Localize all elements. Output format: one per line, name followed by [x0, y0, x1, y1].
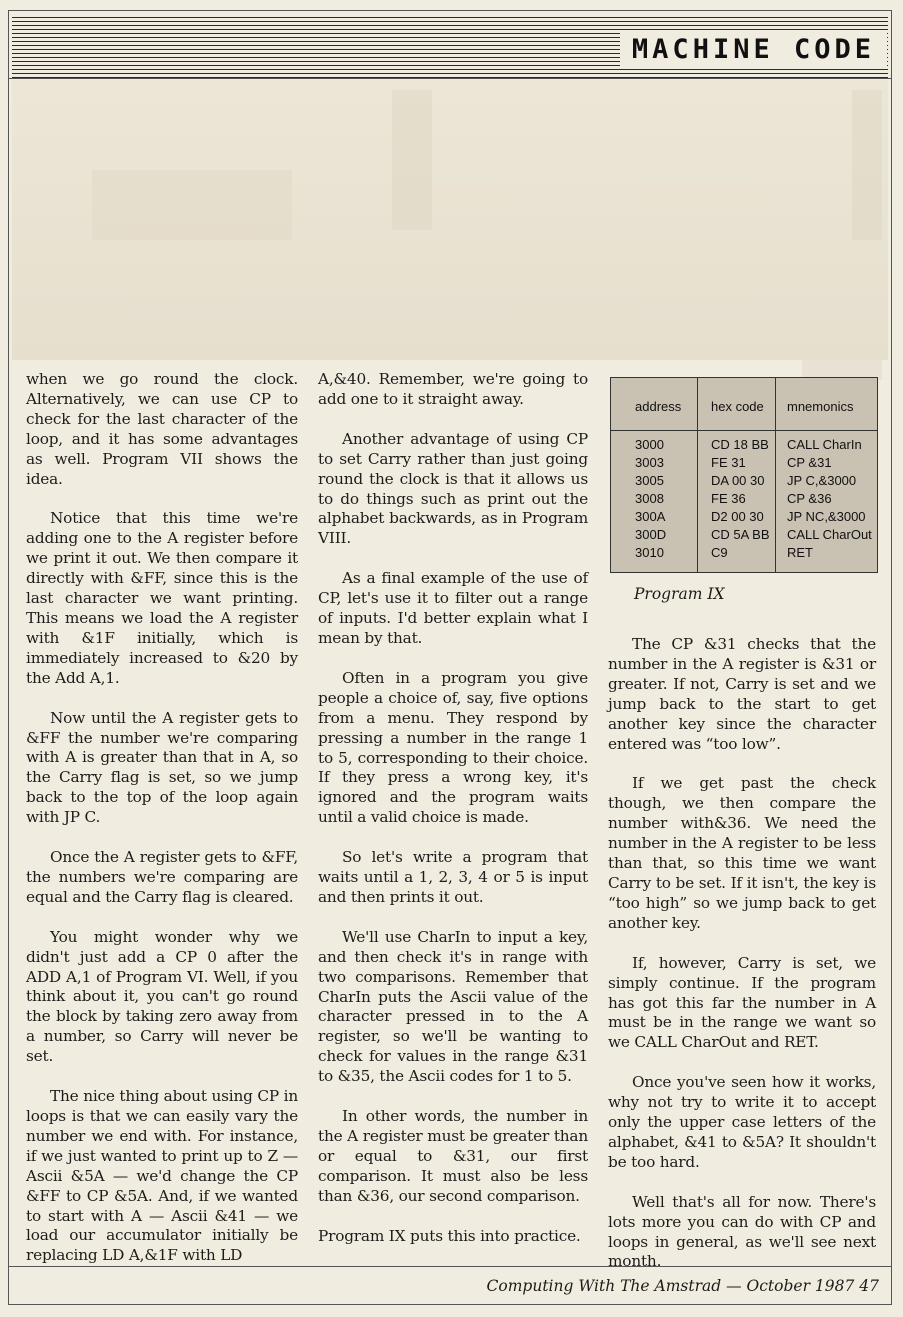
- paragraph: A,&40. Remember, we're going to add one to it straight away.: [318, 370, 588, 408]
- cell-hex: C9: [711, 545, 728, 560]
- column-2: [318, 370, 588, 1267]
- cell-address: 3000: [635, 437, 664, 452]
- column-header-hex: hex code: [711, 399, 764, 414]
- paragraph: Often in a program you give people a choice of, say, five options from a menu. They respond by pressing a number in the range 1 to 5, corresponding to their choice. If they press a wrong key, it's ignored and the program waits until a valid choice is made.: [318, 668, 588, 827]
- paragraph: We'll use CharIn to input a key, and then check it's in range with two comparisons. Remember that CharIn puts the Ascii value of the character pressed in to the A register, so we'll be wanting to check for values in the range &31 to &35, the Ascii codes for 1 to 5.: [318, 927, 588, 1086]
- cell-address: 3008: [635, 491, 664, 506]
- cell-hex: DA 00 30: [711, 473, 765, 488]
- cell-hex: CD 5A BB: [711, 527, 770, 542]
- cell-mnemonic: JP NC,&3000: [787, 509, 866, 524]
- cell-address: 300A: [635, 509, 666, 524]
- paragraph: If we get past the check though, we then compare the number with&36. We need the number in the A register to be less than that, so this time we want Carry to be set. If it isn't, the key is “too high” so we jump back to get another key.: [608, 774, 876, 932]
- page-footer: Computing With The Amstrad — October 1987 47: [486, 1277, 879, 1295]
- column-1: [26, 370, 298, 1286]
- paragraph: You might wonder why we didn't just add a CP 0 after the ADD A,1 of Program VI. Well, if you think about it, you can't go round the block by taking zero away from a number, so Carry will never be set.: [26, 927, 298, 1066]
- cell-address: 3005: [635, 473, 664, 488]
- cell-address: 3003: [635, 455, 664, 470]
- cell-address: 3010: [635, 545, 664, 560]
- cell-mnemonic: CP &31: [787, 455, 832, 470]
- cell-mnemonic: JP C,&3000: [787, 473, 857, 488]
- program-caption: Program IX: [634, 585, 725, 603]
- paragraph: Well that's all for now. There's lots more you can do with CP and loops in general, as we'll see next month.: [608, 1192, 876, 1271]
- paragraph: Another advantage of using CP to set Carry rather than just going round the clock is that it allows us to do things such as print out the alphabet backwards, as in Program VIII.: [318, 429, 588, 548]
- paragraph: The nice thing about using CP in loops is that we can easily vary the number we end with. For instance, if we just wanted to print up to Z — Ascii &5A — we'd change the CP &FF to CP &5A. And, if we wanted to start with A — Ascii &41 — we load our accumulator initially be replacing LD A,&1F with LD: [26, 1087, 298, 1265]
- paragraph: The CP &31 checks that the number in the A register is &31 or greater. If not, Carry is set and we jump back to the start to get another key since the character entered was “too low”.: [608, 635, 876, 753]
- cell-hex: FE 31: [711, 455, 746, 470]
- cell-mnemonic: CP &36: [787, 491, 832, 506]
- cell-mnemonic: CALL CharIn: [787, 437, 862, 452]
- paragraph: Program IX puts this into practice.: [318, 1226, 581, 1245]
- cell-mnemonic: RET: [787, 545, 813, 560]
- show-through-area: [12, 80, 888, 360]
- column-header-mnemonics: mnemonics: [787, 399, 854, 414]
- paragraph: As a final example of the use of CP, let's use it to filter out a range of inputs. I'd better explain what I mean by that.: [318, 569, 588, 647]
- paragraph: Once you've seen how it works, why not try to write it to accept only the upper case letters of the alphabet, &41 to &5A? It shouldn't be too hard.: [608, 1073, 876, 1171]
- section-title: MACHINE CODE: [620, 30, 887, 69]
- cell-hex: D2 00 30: [711, 509, 764, 524]
- paragraph: Now until the A register gets to &FF the number we're comparing with A is greater than that in A, so the Carry flag is set, so we jump back to the top of the loop again with JP C.: [26, 708, 298, 827]
- column-3: [608, 635, 876, 1292]
- paragraph: So let's write a program that waits until a 1, 2, 3, 4 or 5 is input and then prints it out.: [318, 848, 588, 906]
- paragraph: when we go round the clock. Alternatively, we can use CP to check for the last character of the loop, and it has some advantages as well. Program VII shows the idea.: [26, 370, 298, 488]
- column-header-address: address: [635, 399, 682, 414]
- program-listing: [610, 377, 878, 573]
- paragraph: In other words, the number in the A register must be greater than or equal to &31, our first comparison. It must also be less than &36, our second comparison.: [318, 1107, 588, 1205]
- paragraph: If, however, Carry is set, we simply continue. If the program has got this far the number in A must be in the range we want so we CALL CharOut and RET.: [608, 953, 876, 1052]
- paragraph: Once the A register gets to &FF, the numbers we're comparing are equal and the Carry flag is cleared.: [26, 848, 298, 906]
- header-divider: [8, 78, 892, 79]
- cell-hex: CD 18 BB: [711, 437, 769, 452]
- footer-divider: [8, 1266, 892, 1267]
- paragraph: Notice that this time we're adding one to the A register before we print it out. We then compare it directly with &FF, since this is the last character we want printing. This means we load the A register with &1F initially, which is immediately increased to &20 by the Add A,1.: [26, 509, 298, 687]
- cell-mnemonic: CALL CharOut: [787, 527, 872, 542]
- cell-address: 300D: [635, 527, 667, 542]
- cell-hex: FE 36: [711, 491, 746, 506]
